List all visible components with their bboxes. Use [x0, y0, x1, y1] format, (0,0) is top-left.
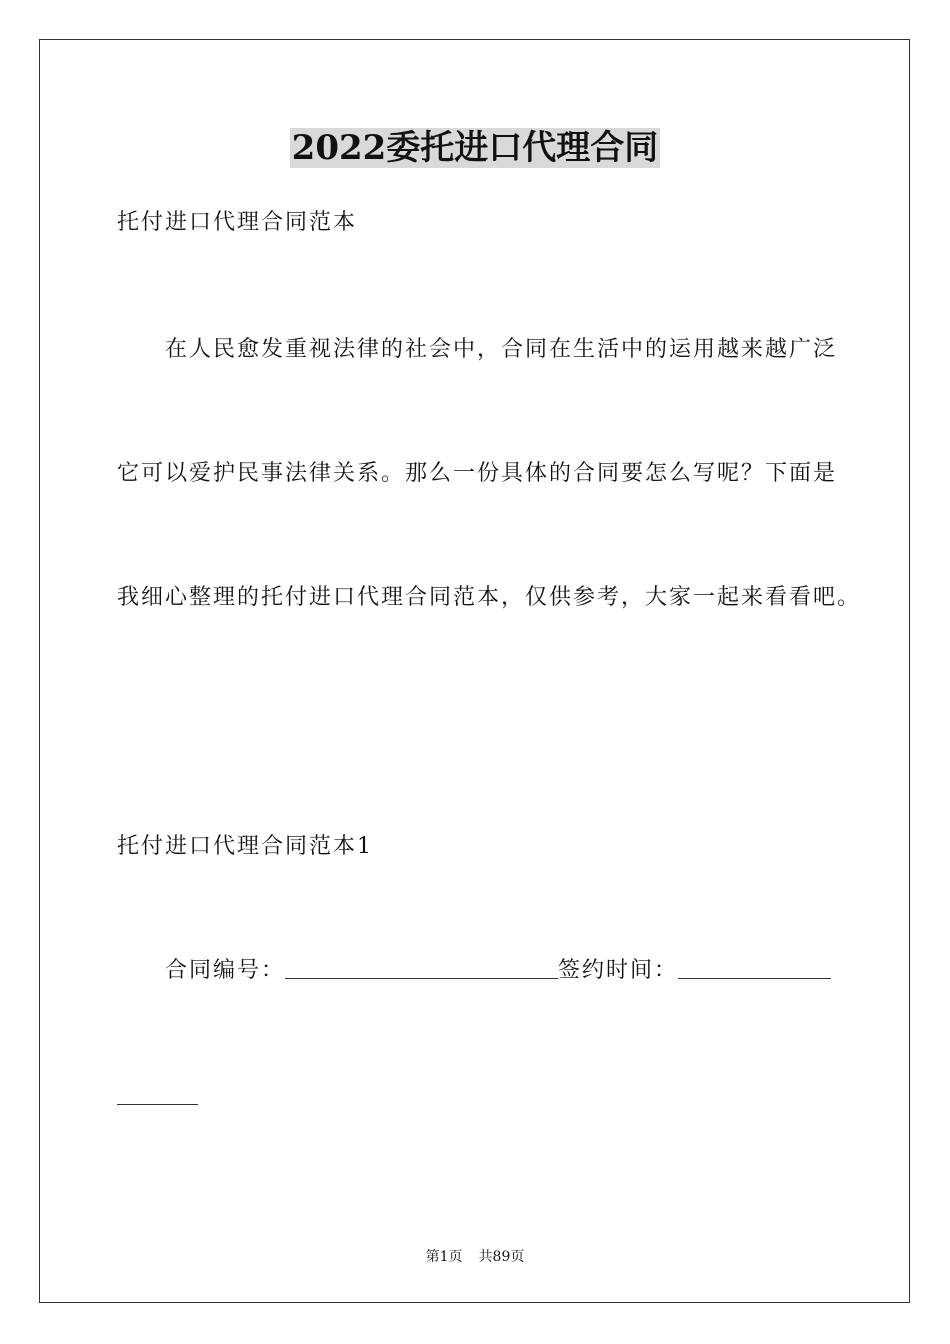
page-number: 第1页: [425, 1249, 463, 1265]
sign-time-blank: [678, 958, 831, 979]
intro-line-3: 我细心整理的托付进口代理合同范本，仅供参考，大家一起来看看吧。: [117, 585, 862, 610]
contract-no-blank: [285, 958, 558, 979]
sign-time-label: 签约时间：: [558, 958, 679, 983]
section-heading: 托付进口代理合同范本1: [117, 834, 373, 859]
contract-info-line: [165, 956, 831, 986]
contract-no-label: 合同编号：: [165, 958, 286, 983]
document-title: [0, 126, 950, 170]
intro-line-2: 它可以爱护民事法律关系。那么一份具体的合同要怎么写呢？下面是: [117, 461, 838, 486]
sign-time-blank-continued: [117, 1104, 198, 1105]
document-title-text: 2022委托进口代理合同: [291, 128, 659, 168]
page-total: 共89页: [478, 1249, 525, 1265]
document-subtitle: 托付进口代理合同范本: [117, 210, 358, 235]
intro-line-1: 在人民愈发重视法律的社会中，合同在生活中的运用越来越广泛: [165, 337, 838, 362]
page-footer: [0, 1248, 950, 1266]
